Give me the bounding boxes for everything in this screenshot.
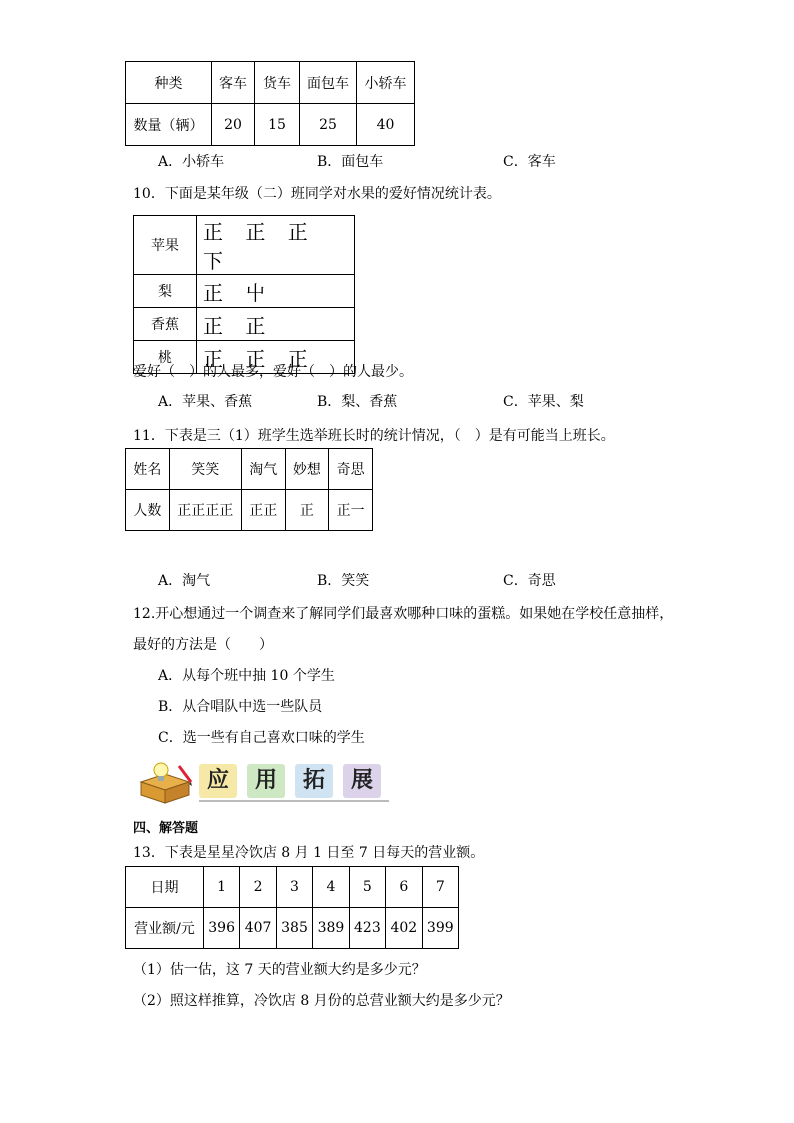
q9-header-bus: 客车 [212,62,255,104]
q11-header: 淘气 [241,449,285,490]
q13-label-revenue: 营业额/元 [126,908,204,949]
q10-option-a[interactable]: A．苹果、香蕉 [158,394,253,410]
q10-option-c[interactable]: C．苹果、梨 [503,394,584,410]
q10-table [133,215,355,374]
q12-stem-line1: 12.开心想通过一个调查来了解同学们最喜欢哪种口味的蛋糕。如果她在学校任意抽样， [133,606,674,622]
q11-option-a[interactable]: A．淘气 [158,573,211,589]
q13-cell: 396 [203,908,239,949]
q12-option-b[interactable]: B．从合唱队中选一些队员 [158,699,323,715]
lightbulb-box-icon [135,760,195,804]
q13-stem: 13．下表是星星冷饮店 8 月 1 日至 7 日每天的营业额。 [133,845,485,861]
q11-option-c[interactable]: C．奇思 [503,573,556,589]
q10-tally: 正 正 正 [197,341,355,374]
q10-tally: 正 ⼬ [197,275,355,308]
q9-option-b[interactable]: B．面包车 [317,154,384,170]
q9-header-car: 小轿车 [357,62,415,104]
q11-label-count: 人数 [126,490,170,531]
q13-header: 3 [276,867,312,908]
q13-header: 1 [203,867,239,908]
q13-table [125,866,459,949]
q13-sub2: （2）照这样推算，冷饮店 8 月份的总营业额大约是多少元？ [133,993,510,1009]
q11-cell: 正一 [329,490,373,531]
q12-option-a[interactable]: A．从每个班中抽 10 个学生 [158,668,335,684]
q9-cell: 25 [300,104,357,146]
q9-header-truck: 货车 [255,62,300,104]
q13-cell: 399 [422,908,458,949]
q10-question: 爱好（ ）的人最多，爱好（ ）的人最少。 [133,364,413,380]
q13-header: 5 [349,867,385,908]
q13-header: 6 [386,867,422,908]
q13-cell: 385 [276,908,312,949]
banner-tile: 拓 [295,764,333,798]
q13-header: 7 [422,867,458,908]
banner-tile: 应 [199,764,237,798]
q10-option-b[interactable]: B．梨、香蕉 [317,394,398,410]
q9-header-type: 种类 [126,62,212,104]
q12-stem-line2: 最好的方法是（ ） [133,637,273,653]
q11-header-name: 姓名 [126,449,170,490]
q13-cell: 407 [240,908,276,949]
q10-tally: 正 正 正 下 [197,216,355,275]
q13-cell: 402 [386,908,422,949]
q10-fruit: 桃 [134,341,197,374]
q11-table [125,448,373,531]
q11-stem: 11．下表是三（1）班学生选举班长时的统计情况，（ ）是有可能当上班长。 [133,428,615,444]
q9-table [125,61,415,146]
q13-header: 4 [313,867,349,908]
q13-header-date: 日期 [126,867,204,908]
q9-cell: 40 [357,104,415,146]
q9-cell: 15 [255,104,300,146]
banner-tile: 用 [247,764,285,798]
q9-cell: 20 [212,104,255,146]
section-title: 四、解答题 [133,821,199,836]
q13-cell: 423 [349,908,385,949]
q11-cell: 正正正正 [169,490,241,531]
q12-option-c[interactable]: C．选一些有自己喜欢口味的学生 [158,730,365,746]
q10-fruit: 梨 [134,275,197,308]
q9-header-van: 面包车 [300,62,357,104]
q9-option-c[interactable]: C．客车 [503,154,556,170]
q10-tally: 正 正 [197,308,355,341]
q11-header: 笑笑 [169,449,241,490]
q10-fruit: 香蕉 [134,308,197,341]
q11-header: 妙想 [285,449,329,490]
q13-sub1: （1）估一估，这 7 天的营业额大约是多少元？ [133,962,426,978]
q13-header: 2 [240,867,276,908]
q9-option-a[interactable]: A．小轿车 [158,154,225,170]
q11-cell: 正正 [241,490,285,531]
banner-underline [199,800,389,802]
section-banner [135,760,395,804]
q10-fruit: 苹果 [134,216,197,275]
q11-cell: 正 [285,490,329,531]
q10-stem: 10．下面是某年级（二）班同学对水果的爱好情况统计表。 [133,186,501,202]
q11-header: 奇思 [329,449,373,490]
q11-option-b[interactable]: B．笑笑 [317,573,370,589]
q13-cell: 389 [313,908,349,949]
banner-tile: 展 [343,764,381,798]
q9-label-count: 数量（辆） [126,104,212,146]
